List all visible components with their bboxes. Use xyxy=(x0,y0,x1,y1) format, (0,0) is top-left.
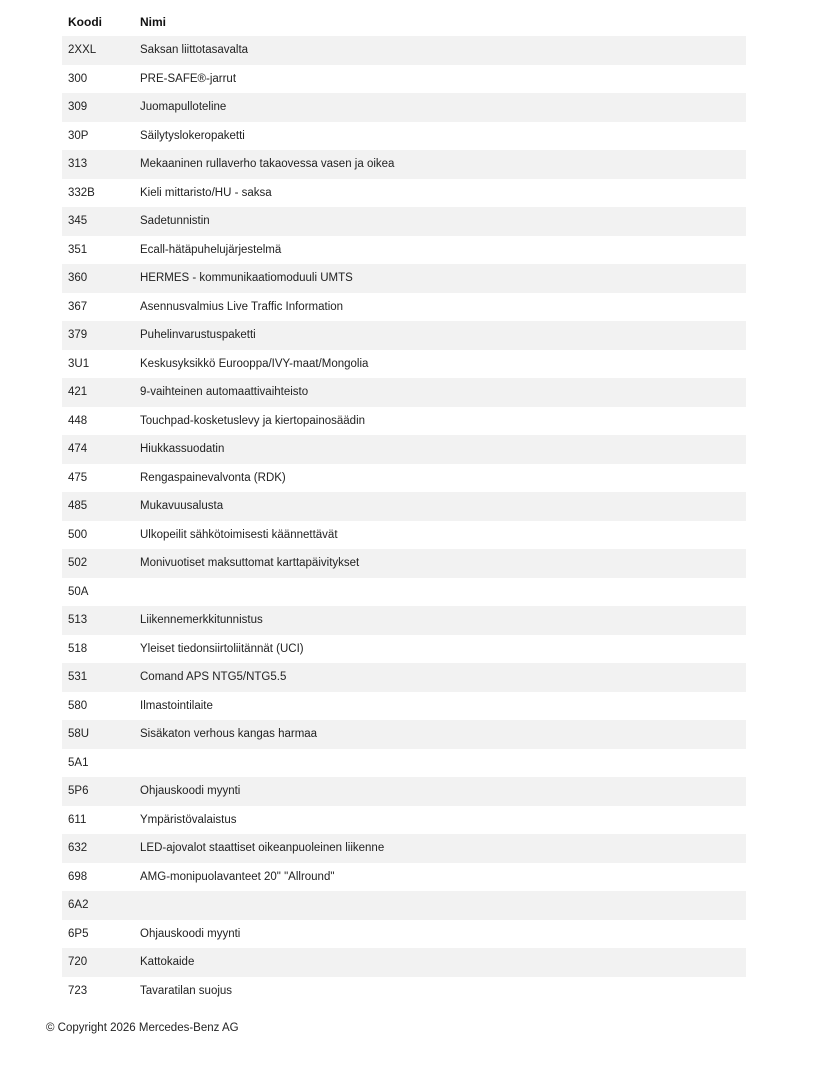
cell-name: Ulkopeilit sähkötoimisesti käännettävät xyxy=(134,521,746,550)
cell-code: 698 xyxy=(62,863,134,892)
cell-code: 58U xyxy=(62,720,134,749)
table-row xyxy=(62,521,746,550)
table-row xyxy=(62,977,746,1006)
cell-name: PRE-SAFE®-jarrut xyxy=(134,65,746,94)
cell-name: Touchpad-kosketuslevy ja kiertopainosäädin xyxy=(134,407,746,436)
table-row xyxy=(62,692,746,721)
table-row xyxy=(62,834,746,863)
table-row xyxy=(62,606,746,635)
cell-code: 332B xyxy=(62,179,134,208)
cell-code: 448 xyxy=(62,407,134,436)
cell-code: 580 xyxy=(62,692,134,721)
table-row xyxy=(62,236,746,265)
cell-code: 6A2 xyxy=(62,891,134,920)
table-row xyxy=(62,806,746,835)
copyright-footer: © Copyright 2026 Mercedes-Benz AG xyxy=(46,1022,239,1034)
cell-name: Tavaratilan suojus xyxy=(134,977,746,1006)
equipment-codes-table xyxy=(62,8,746,1005)
table-row xyxy=(62,749,746,778)
table-row xyxy=(62,150,746,179)
table-row xyxy=(62,179,746,208)
column-header-name: Nimi xyxy=(140,15,167,29)
table-row xyxy=(62,891,746,920)
table-row xyxy=(62,578,746,607)
column-header-code: Koodi xyxy=(68,15,102,29)
cell-code: 367 xyxy=(62,293,134,322)
cell-name: Liikennemerkkitunnistus xyxy=(134,606,746,635)
cell-code: 6P5 xyxy=(62,920,134,949)
cell-code: 50A xyxy=(62,578,134,607)
cell-code: 611 xyxy=(62,806,134,835)
cell-code: 345 xyxy=(62,207,134,236)
table-row xyxy=(62,435,746,464)
cell-name xyxy=(134,578,746,607)
table-row xyxy=(62,321,746,350)
table-row xyxy=(62,36,746,65)
cell-code: 474 xyxy=(62,435,134,464)
cell-name: Monivuotiset maksuttomat karttapäivitykset xyxy=(134,549,746,578)
table-row xyxy=(62,378,746,407)
cell-code: 475 xyxy=(62,464,134,493)
cell-code: 309 xyxy=(62,93,134,122)
cell-name: Ilmastointilaite xyxy=(134,692,746,721)
cell-code: 5A1 xyxy=(62,749,134,778)
cell-name: Asennusvalmius Live Traffic Information xyxy=(134,293,746,322)
cell-code: 2XXL xyxy=(62,36,134,65)
cell-name: Mukavuusalusta xyxy=(134,492,746,521)
table-row xyxy=(62,863,746,892)
cell-name xyxy=(134,749,746,778)
table-row xyxy=(62,920,746,949)
cell-code: 518 xyxy=(62,635,134,664)
table-row xyxy=(62,407,746,436)
table-row xyxy=(62,549,746,578)
cell-name: HERMES - kommunikaatiomoduuli UMTS xyxy=(134,264,746,293)
cell-name: Keskusyksikkö Eurooppa/IVY-maat/Mongolia xyxy=(134,350,746,379)
table-row xyxy=(62,207,746,236)
table-row xyxy=(62,635,746,664)
cell-name: Ohjauskoodi myynti xyxy=(134,920,746,949)
cell-code: 379 xyxy=(62,321,134,350)
table-row xyxy=(62,720,746,749)
table-row xyxy=(62,777,746,806)
cell-code: 723 xyxy=(62,977,134,1006)
cell-code: 351 xyxy=(62,236,134,265)
cell-name: Hiukkassuodatin xyxy=(134,435,746,464)
cell-code: 513 xyxy=(62,606,134,635)
table-row xyxy=(62,122,746,151)
cell-name: Rengaspainevalvonta (RDK) xyxy=(134,464,746,493)
table-row xyxy=(62,264,746,293)
cell-name: Kieli mittaristo/HU - saksa xyxy=(134,179,746,208)
cell-name: Sadetunnistin xyxy=(134,207,746,236)
cell-name: Juomapulloteline xyxy=(134,93,746,122)
cell-code: 360 xyxy=(62,264,134,293)
table-body xyxy=(62,36,746,1005)
cell-code: 300 xyxy=(62,65,134,94)
cell-name: Comand APS NTG5/NTG5.5 xyxy=(134,663,746,692)
table-header-row xyxy=(62,8,746,36)
cell-name: Ohjauskoodi myynti xyxy=(134,777,746,806)
cell-code: 502 xyxy=(62,549,134,578)
cell-name: Kattokaide xyxy=(134,948,746,977)
cell-code: 500 xyxy=(62,521,134,550)
cell-name: Yleiset tiedonsiirtoliitännät (UCI) xyxy=(134,635,746,664)
cell-name: Ympäristövalaistus xyxy=(134,806,746,835)
table-row xyxy=(62,65,746,94)
table-row xyxy=(62,93,746,122)
cell-name: AMG-monipuolavanteet 20" "Allround" xyxy=(134,863,746,892)
cell-code: 632 xyxy=(62,834,134,863)
cell-name: Sisäkaton verhous kangas harmaa xyxy=(134,720,746,749)
cell-name: 9-vaihteinen automaattivaihteisto xyxy=(134,378,746,407)
table-row xyxy=(62,663,746,692)
table-row xyxy=(62,350,746,379)
cell-name: Ecall-hätäpuhelujärjestelmä xyxy=(134,236,746,265)
cell-code: 5P6 xyxy=(62,777,134,806)
cell-name: Saksan liittotasavalta xyxy=(134,36,746,65)
cell-name: Mekaaninen rullaverho takaovessa vasen ja oikea xyxy=(134,150,746,179)
table-row xyxy=(62,464,746,493)
table-row xyxy=(62,293,746,322)
cell-code: 421 xyxy=(62,378,134,407)
table-row xyxy=(62,492,746,521)
cell-name xyxy=(134,891,746,920)
cell-name: Säilytyslokeropaketti xyxy=(134,122,746,151)
cell-code: 30P xyxy=(62,122,134,151)
cell-code: 313 xyxy=(62,150,134,179)
table-row xyxy=(62,948,746,977)
cell-code: 485 xyxy=(62,492,134,521)
cell-name: LED-ajovalot staattiset oikeanpuoleinen liikenne xyxy=(134,834,746,863)
cell-code: 531 xyxy=(62,663,134,692)
cell-code: 720 xyxy=(62,948,134,977)
cell-code: 3U1 xyxy=(62,350,134,379)
cell-name: Puhelinvarustuspaketti xyxy=(134,321,746,350)
